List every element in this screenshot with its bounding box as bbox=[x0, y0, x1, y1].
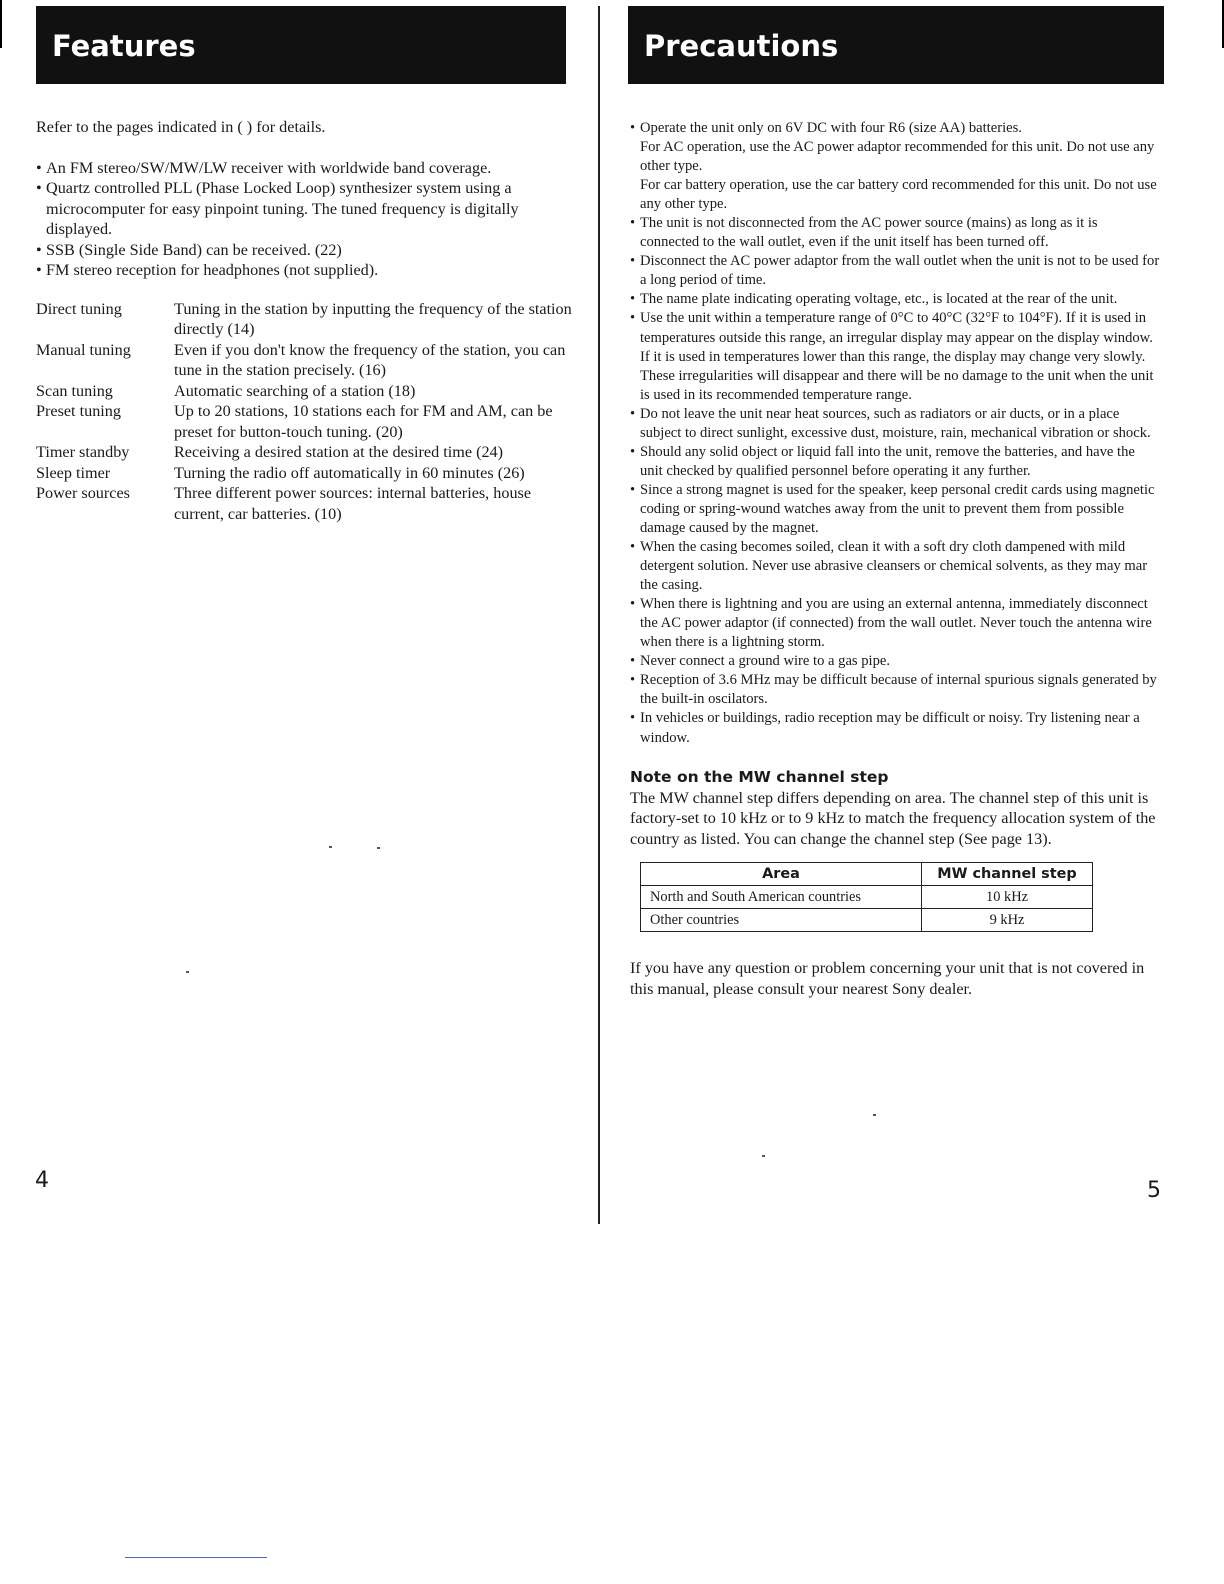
function-row bbox=[36, 463, 576, 484]
precaution-text: Operate the unit only on 6V DC with four R6 (size AA) batteries. bbox=[640, 120, 1022, 136]
feature-bullet: • FM stereo reception for headphones (not supplied). bbox=[36, 260, 576, 281]
function-term: Scan tuning bbox=[36, 381, 113, 400]
precaution-list bbox=[630, 119, 1160, 748]
feature-bullet: • Quartz controlled PLL (Phase Locked Loop) synthesizer system using a microcomputer for easy pinpoint tuning. The tuned frequency is digitally displayed. bbox=[36, 178, 576, 240]
feature-bullet: • An FM stereo/SW/MW/LW receiver with worldwide band coverage. bbox=[36, 158, 576, 179]
scan-speck bbox=[873, 1114, 876, 1116]
scan-speck bbox=[329, 846, 332, 848]
note-body: The MW channel step differs depending on area. The channel step of this unit is factory-set to 10 kHz or to 9 kHz to match the frequency allocation system of the country as listed. You can change the channel step (See page 13). bbox=[630, 788, 1156, 848]
function-row bbox=[36, 442, 576, 463]
closing-text: If you have any question or problem concerning your unit that is not covered in this manual, please consult your nearest Sony dealer. bbox=[630, 959, 1145, 998]
precaution-text: In vehicles or buildings, radio reception may be difficult or noisy. Try listening near a window. bbox=[640, 710, 1140, 746]
table-cell-step: 10 kHz bbox=[922, 886, 1093, 909]
scan-speck bbox=[762, 1155, 765, 1157]
function-desc: Turning the radio off automatically in 60 minutes (26) bbox=[174, 463, 525, 482]
function-row bbox=[36, 381, 576, 402]
page-edge-mark bbox=[0, 0, 2, 48]
table-header-row bbox=[641, 863, 1093, 886]
scan-speck bbox=[377, 847, 380, 849]
features-banner bbox=[36, 6, 566, 84]
center-divider bbox=[598, 6, 600, 1224]
precaution-item bbox=[630, 481, 1160, 538]
precaution-item bbox=[630, 538, 1160, 595]
precaution-subtext: For AC operation, use the AC power adaptor recommended for this unit. Do not use any other type. bbox=[640, 139, 1155, 175]
precaution-text: Should any solid object or liquid fall into the unit, remove the batteries, and have the unit checked by qualified personnel before operating it any further. bbox=[640, 443, 1135, 479]
precaution-text: When the casing becomes soiled, clean it with a soft dry cloth dampened with mild detergent solution. Never use abrasive cleansers or chemical solvents, as they may mar the casing. bbox=[640, 539, 1148, 594]
table-row bbox=[641, 886, 1093, 909]
function-table bbox=[36, 299, 576, 525]
precaution-item bbox=[630, 709, 1160, 747]
function-row bbox=[36, 340, 576, 381]
precaution-text: Do not leave the unit near heat sources, such as radiators or air ducts, or in a place subject to direct sunlight, excessive dust, moisture, rain, mechanical vibration or shock. bbox=[640, 405, 1151, 441]
footer-rule bbox=[125, 1557, 267, 1558]
features-intro: Refer to the pages indicated in ( ) for details. bbox=[36, 118, 326, 136]
table-row bbox=[641, 909, 1093, 932]
precaution-item bbox=[630, 652, 1160, 671]
precaution-item bbox=[630, 214, 1160, 252]
precaution-item bbox=[630, 671, 1160, 709]
function-term: Direct tuning bbox=[36, 299, 122, 318]
function-term: Sleep timer bbox=[36, 463, 111, 482]
feature-bullet: • SSB (Single Side Band) can be received. (22) bbox=[36, 240, 576, 261]
table-header-area: Area bbox=[641, 863, 922, 886]
features-column bbox=[36, 117, 576, 524]
function-term: Power sources bbox=[36, 484, 130, 502]
function-desc: Even if you don't know the frequency of the station, you can tune in the station precisely. (16) bbox=[174, 340, 566, 379]
precautions-column bbox=[630, 119, 1160, 1016]
mw-channel-table bbox=[640, 862, 1093, 932]
table-cell-step: 9 kHz bbox=[922, 909, 1093, 932]
precaution-item bbox=[630, 252, 1160, 290]
table-cell-area: North and South American countries bbox=[641, 886, 922, 909]
precautions-heading: Precautions bbox=[644, 29, 839, 63]
page-number-left: 4 bbox=[35, 1168, 49, 1193]
precaution-item bbox=[630, 595, 1160, 652]
precaution-item bbox=[630, 290, 1160, 309]
function-row bbox=[36, 299, 576, 340]
note-title: Note on the MW channel step bbox=[630, 767, 889, 786]
precaution-item bbox=[630, 309, 1160, 404]
table-header-step: MW channel step bbox=[922, 863, 1093, 886]
page-number-right: 5 bbox=[1147, 1178, 1161, 1203]
precaution-item bbox=[630, 443, 1160, 481]
function-row bbox=[36, 483, 576, 524]
precaution-subtext: For car battery operation, use the car battery cord recommended for this unit. Do not use any other type. bbox=[640, 177, 1157, 213]
precautions-banner bbox=[628, 6, 1164, 84]
function-desc: Three different power sources: internal batteries, house current, car batteries. (10) bbox=[174, 484, 532, 523]
precaution-item bbox=[630, 405, 1160, 443]
precaution-text: When there is lightning and you are using an external antenna, immediately disconnect the AC power adaptor (if connected) from the wall outlet. Never touch the antenna wire when there is a lightning storm. bbox=[640, 596, 1152, 651]
function-desc: Up to 20 stations, 10 stations each for FM and AM, can be preset for button-touch tuning. (20) bbox=[174, 402, 553, 441]
feature-list bbox=[36, 158, 576, 281]
table-cell-area: Other countries bbox=[641, 909, 922, 932]
function-term: Manual tuning bbox=[36, 340, 131, 359]
precaution-text: The name plate indicating operating voltage, etc., is located at the rear of the unit. bbox=[640, 291, 1118, 308]
function-desc: Receiving a desired station at the desired time (24) bbox=[174, 443, 504, 461]
precaution-text: Since a strong magnet is used for the speaker, keep personal credit cards using magnetic coding or spring-wound watches away from the unit to prevent them from possible damage caused by the magnet. bbox=[640, 481, 1155, 536]
features-heading: Features bbox=[52, 29, 196, 63]
precaution-text: Use the unit within a temperature range of 0°C to 40°C (32°F to 104°F). If it is used in temperatures outside this range, an irregular display may appear on the display window. If it is used in temperatures lower than this range, the display may change very slowly. These irregularities will disappear and there will be no damage to the unit when the unit is used in its recommended temperature range. bbox=[640, 310, 1154, 403]
function-term: Preset tuning bbox=[36, 402, 121, 420]
function-term: Timer standby bbox=[36, 443, 130, 461]
precaution-item bbox=[630, 119, 1160, 214]
precaution-text: Disconnect the AC power adaptor from the wall outlet when the unit is not to be used for a long period of time. bbox=[640, 253, 1160, 289]
function-row bbox=[36, 401, 576, 442]
scan-speck bbox=[186, 971, 189, 973]
precaution-text: Reception of 3.6 MHz may be difficult because of internal spurious signals generated by the built-in oscilators. bbox=[640, 672, 1157, 708]
precaution-text: The unit is not disconnected from the AC power source (mains) as long as it is connected to the wall outlet, even if the unit itself has been turned off. bbox=[640, 215, 1098, 251]
function-desc: Automatic searching of a station (18) bbox=[174, 381, 416, 400]
precaution-text: Never connect a ground wire to a gas pipe. bbox=[640, 653, 891, 670]
function-desc: Tuning in the station by inputting the frequency of the station directly (14) bbox=[174, 299, 572, 338]
